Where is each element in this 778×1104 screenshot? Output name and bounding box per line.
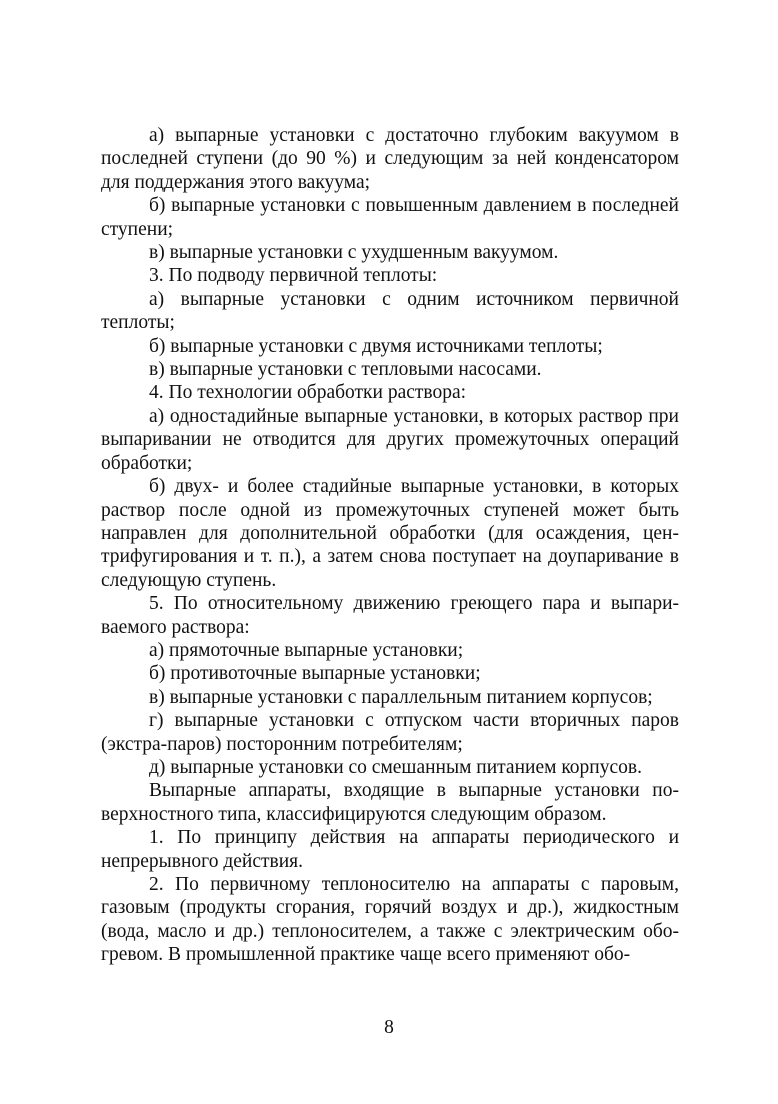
paragraph: в) выпарные установки с параллельным питанием корпусов; — [149, 686, 653, 708]
paragraph: б) выпарные установки с повышенным давлением в последней ступени; — [101, 195, 679, 240]
paragraph: в) выпарные установки с тепловыми насосами. — [149, 359, 542, 381]
paragraph: г) выпарные установки с отпуском части вторичных паров (экстра-паров) посторонним потребителям; — [101, 710, 679, 755]
paragraph: 1. По принципу действия на аппараты периодического и непрерывного действия. — [101, 827, 679, 872]
paragraph: Выпарные аппараты, входящие в выпарные установки поверхностного типа, классифицируются следующим образом. — [101, 780, 679, 825]
paragraph: б) противоточные выпарные установки; — [149, 663, 481, 685]
paragraph: а) выпарные установки с одним источником первичной теплоты; — [101, 288, 679, 334]
paragraph: 2. По первичному теплоносителю на аппараты с паровым, газовым (продукты сгорания, горячий воздух и др.), жидкостным (вода, масло и др.) теплоносителем, а также с электрическим обогревом. В промышленной практике чаще всего применяют обо- — [101, 874, 679, 966]
paragraph: а) выпарные установки с достаточно глубоким вакуумом в последней ступени (до 90 %) и следующим за ней конденсатором для поддержания этого вакуума; — [101, 125, 679, 193]
paragraph: 4. По технологии обработки раствора: — [149, 382, 467, 404]
page-number: 8 — [384, 1017, 394, 1038]
paragraph: а) прямоточные выпарные установки; — [149, 639, 464, 661]
paragraph: 5. По относительному движению греющего пара и выпариваемого раствора: — [101, 593, 679, 638]
paragraph: в) выпарные установки с ухудшенным вакуумом. — [149, 242, 559, 264]
paragraph: б) двух- и более стадийные выпарные установки, в которых раствор после одной из промежуточных ступеней может быть направлен для дополнительной обработки (для осаждения, центрифугирования и т. п.), а затем снова поступает на доупаривание в следующую ступень. — [101, 476, 679, 591]
paragraph: б) выпарные установки с двумя источниками теплоты; — [149, 335, 603, 357]
paragraph: д) выпарные установки со смешанным питанием корпусов. — [149, 756, 642, 778]
page-body — [101, 124, 679, 967]
paragraph: 3. По подводу первичной теплоты: — [149, 265, 438, 287]
paragraph: а) одностадийные выпарные установки, в которых раствор при выпаривании не отводится для других промежуточных операций обработки; — [101, 405, 679, 474]
